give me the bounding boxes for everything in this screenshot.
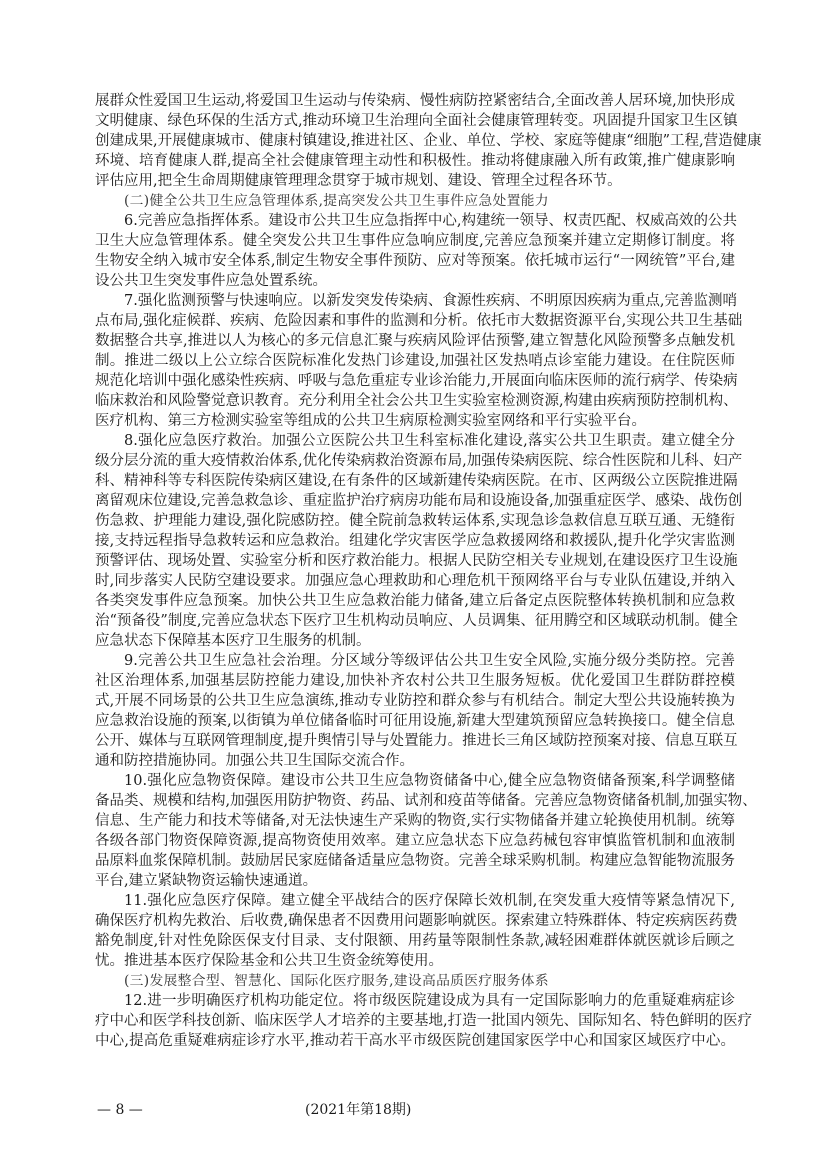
text-line: 确保医疗机构先救治、后收费,确保患者不因费用问题影响就医。探索建立特殊群体、特定疾病医药费 xyxy=(95,913,738,929)
text-line: 科、精神科等专科医院传染病区建设,在有条件的区域新建传染病医院。在市、区两级公立医院推进隔 xyxy=(95,473,738,489)
paragraph xyxy=(95,431,743,651)
text-line: 文明健康、绿色环保的生活方式,推动环境卫生治理向全面社会健康管理转变。巩固提升国家卫生区镇 xyxy=(95,113,738,129)
text-line: 应急状态下保障基本医疗卫生服务的机制。 xyxy=(95,633,371,649)
text-line: 忧。推进基本医疗保险基金和公共卫生资金统筹使用。 xyxy=(95,953,443,969)
text-line: 11.强化应急医疗保障。建立健全平战结合的医疗保障长效机制,在突发重大疫情等紧急情况下, xyxy=(124,893,735,909)
text-line: 信息、生产能力和技术等储备,对无法快速生产采购的物资,实行实物储备并建立轮换使用机制。统筹 xyxy=(95,813,735,829)
text-line: 各级各部门物资保障资源,提高物资使用效率。建立应急状态下应急药械包容审慎监管机制和血液制 xyxy=(95,833,735,849)
text-line: 创建成果,开展健康城市、健康村镇建设,推进社区、企业、单位、学校、家庭等健康“细胞”工程,营造健康 xyxy=(95,133,762,149)
issue-label: (2021年第18期) xyxy=(305,1102,412,1118)
section-heading xyxy=(95,191,735,211)
text-line: 社区治理体系,加强基层防控能力建设,加快补齐农村公共卫生服务短板。优化爱国卫生群防群控模 xyxy=(95,673,735,689)
text-line: 通和防控措施协同。加强公共卫生国际交流合作。 xyxy=(95,753,414,769)
text-line: 各类突发事件应急预案。加快公共卫生应急救治能力储备,建立后备定点医院整体转换机制和应急救 xyxy=(95,593,735,609)
paragraph xyxy=(95,891,738,971)
text-line: 中心,提高危重疑难病症诊疗水平,推动若干高水平市级医院创建国家医学中心和国家区域医疗中心。 xyxy=(95,1033,735,1049)
text-line: 离留观床位建设,完善急救急诊、重症监护治疗病房功能布局和设施设备,加强重症医学、感染、战伤创 xyxy=(95,493,743,509)
page-number: — 8 — xyxy=(97,1102,143,1118)
section-heading xyxy=(95,971,735,991)
text-line: 7.强化监测预警与快速响应。以新发突发传染病、食源性疾病、不明原因疾病为重点,完善监测哨 xyxy=(124,293,737,309)
text-line: 卫生大应急管理体系。健全突发公共卫生事件应急响应制度,完善应急预案并建立定期修订制度。将 xyxy=(95,233,735,249)
text-line: 豁免制度,针对性免除医保支付目录、支付限额、用药量等限制性条款,减轻困难群体就医就诊后顾之 xyxy=(95,933,735,949)
text-line: 点布局,强化症候群、疾病、危险因素和事件的监测和分析。依托市大数据资源平台,实现公共卫生基础 xyxy=(95,313,743,329)
text-line: 8.强化应急医疗救治。加强公立医院公共卫生科室标准化建设,落实公共卫生职责。建立健全分 xyxy=(124,433,735,449)
paragraph xyxy=(95,991,753,1051)
text-line: 治“预备役”制度,完善应急状态下医疗卫生机构动员响应、人员调集、征用腾空和区域联动机制。健全 xyxy=(95,613,738,629)
text-line: 制。推进二级以上公立综合医院标准化发热门诊建设,加强社区发热哨点诊室能力建设。在住院医师 xyxy=(95,353,735,369)
text-line: 展群众性爱国卫生运动,将爱国卫生运动与传染病、慢性病防控紧密结合,全面改善人居环境,加快形成 xyxy=(95,93,735,109)
paragraph xyxy=(95,771,757,891)
text-line: 规范化培训中强化感染性疾病、呼吸与急危重症专业诊治能力,开展面向临床医师的流行病学、传染病 xyxy=(95,373,738,389)
page-footer xyxy=(97,1100,737,1120)
text-line: 备品类、规模和结构,加强医用防护物资、药品、试剂和疫苗等储备。完善应急物资储备机制,加强实物、 xyxy=(95,793,757,809)
text-line: 平台,建立紧缺物资运输快速通道。 xyxy=(95,873,318,889)
text-line: 级分层分流的重大疫情救治体系,优化传染病救治资源布局,加强传染病医院、综合性医院和儿科、妇产 xyxy=(95,453,743,469)
text-line: 医疗机构、第三方检测实验室等组成的公共卫生病原检测实验室网络和平行实验平台。 xyxy=(95,413,646,429)
text-line: 12.进一步明确医疗机构功能定位。将市级医院建设成为具有一定国际影响力的危重疑难病症诊 xyxy=(124,993,735,1009)
paragraph xyxy=(95,211,735,291)
text-line: 6.完善应急指挥体系。建设市公共卫生应急指挥中心,构建统一领导、权责匹配、权威高效的公共 xyxy=(124,213,737,229)
paragraph xyxy=(95,91,762,191)
text-line: 式,开展不同场景的公共卫生应急演练,推动专业防控和群众参与有机结合。制定大型公共设施转换为 xyxy=(95,693,735,709)
text-line: (三)发展整合型、智慧化、国际化医疗服务,建设高品质医疗服务体系 xyxy=(124,973,549,989)
text-line: 设公共卫生突发事件应急处置系统。 xyxy=(95,273,327,289)
text-line: 品原料血浆保障机制。鼓励居民家庭储备适量应急物资。完善全球采购机制。构建应急智能物流服务 xyxy=(95,853,735,869)
text-line: (二)健全公共卫生应急管理体系,提高突发公共卫生事件应急处置能力 xyxy=(124,193,549,209)
text-line: 评估应用,把全生命周期健康管理理念贯穿于城市规划、建设、管理全过程各环节。 xyxy=(95,173,622,189)
text-line: 生物安全纳入城市安全体系,制定生物安全事件预防、应对等预案。依托城市运行“一网统管”平台,建 xyxy=(95,253,735,269)
text-line: 9.完善公共卫生应急社会治理。分区域分等级评估公共卫生安全风险,实施分级分类防控。完善 xyxy=(124,653,735,669)
text-line: 预警评估、现场处置、实验室分析和医疗救治能力。根据人民防空相关专业规划,在建设医疗卫生设施 xyxy=(95,553,738,569)
text-line: 数据整合共享,推进以人为核心的多元信息汇聚与疾病风险评估预警,建立智慧化风险预警多点触发机 xyxy=(95,333,735,349)
paragraph xyxy=(95,651,738,771)
text-line: 临床救治和风险警觉意识教育。充分利用全社会公共卫生实验室检测资源,构建由疾病预防控制机构、 xyxy=(95,393,738,409)
text-line: 接,支持远程指导急救转运和应急救治。组建化学灾害医学应急救援网络和救援队,提升化学灾害监测 xyxy=(95,533,735,549)
text-line: 10.强化应急物资保障。建设市公共卫生应急物资储备中心,健全应急物资储备预案,科学调整储 xyxy=(124,773,735,789)
text-line: 应急救治设施的预案,以街镇为单位储备临时可征用设施,新建大型建筑预留应急转换接口。健全信息 xyxy=(95,713,735,729)
text-line: 伤急救、护理能力建设,强化院感防控。健全院前急救转运体系,实现急诊急救信息互联互通、无缝衔 xyxy=(95,513,735,529)
text-line: 疗中心和医学科技创新、临床医学人才培养的主要基地,打造一批国内领先、国际知名、特色鲜明的医疗 xyxy=(95,1013,753,1029)
text-line: 环境、培育健康人群,提高全社会健康管理主动性和积极性。推动将健康融入所有政策,推广健康影响 xyxy=(95,153,735,169)
paragraph xyxy=(95,291,743,431)
text-line: 时,同步落实人民防空建设要求。加强应急心理救助和心理危机干预网络平台与专业队伍建设,并纳入 xyxy=(95,573,735,589)
text-line: 公开、媒体与互联网管理制度,提升舆情引导与处置能力。推进长三角区域防控预案对接、信息互联互 xyxy=(95,733,738,749)
document-body xyxy=(95,91,762,1051)
